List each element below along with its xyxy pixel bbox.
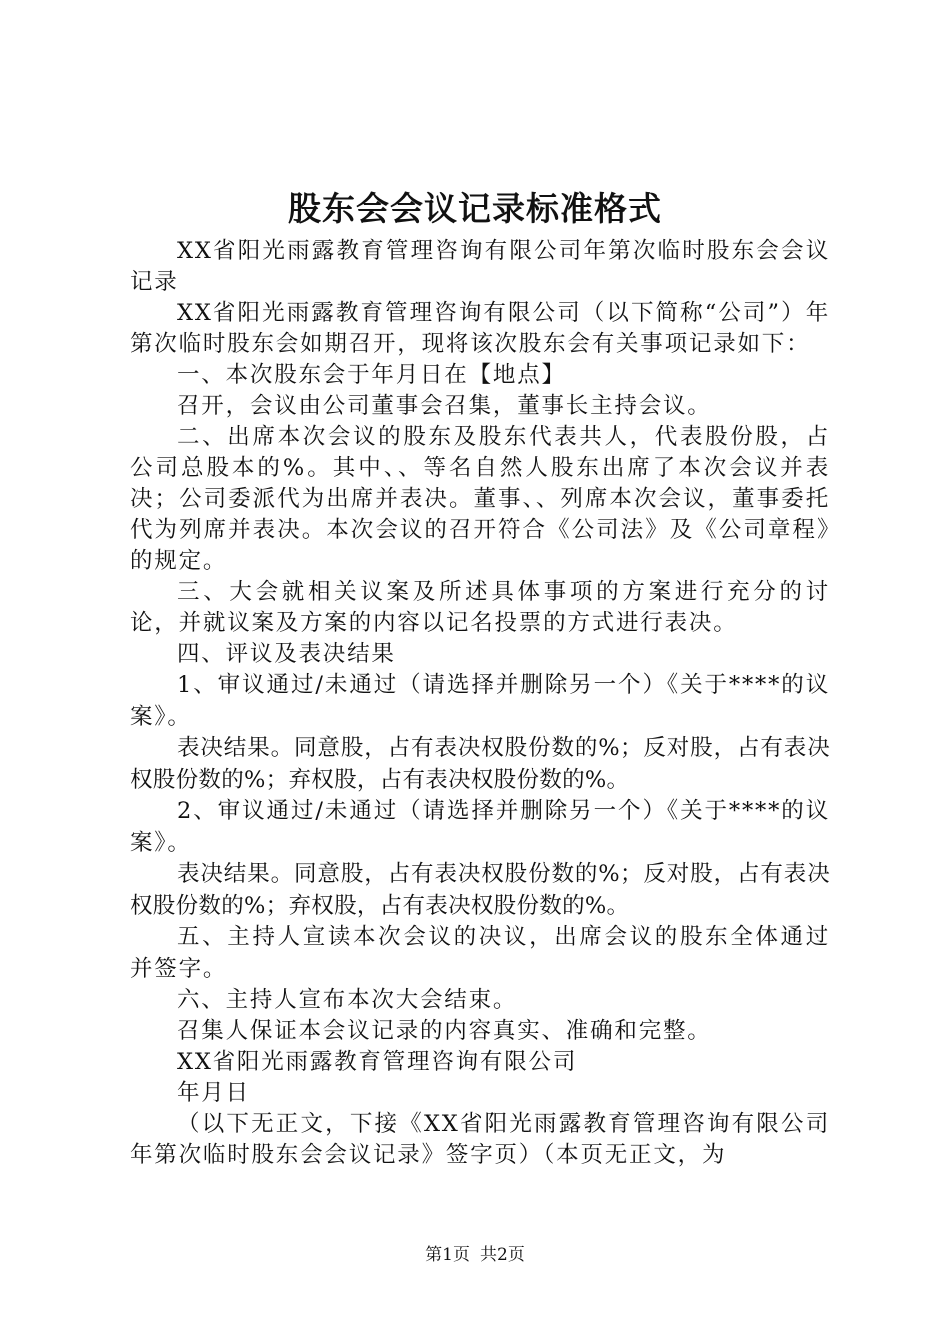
document-title: 股东会会议记录标准格式 xyxy=(288,189,662,228)
page-total: 共2页 xyxy=(480,1245,525,1265)
paragraph-motion-1: 1、审议通过/未通过（请选择并删除另一个）《关于****的议案》。 xyxy=(130,672,830,730)
paragraph-vote-result-1: 表决结果。同意股，占有表决权股份数的%；反对股，占有表决权股份数的%；弃权股，占有表决权股份数的%。 xyxy=(130,735,830,793)
paragraph-date: 年月日 xyxy=(177,1080,250,1106)
paragraph-item-1-cont: 召开，会议由公司董事会召集，董事长主持会议。 xyxy=(177,393,712,419)
paragraph-item-5: 五、主持人宣读本次会议的决议，出席会议的股东全体通过并签字。 xyxy=(130,924,830,982)
page-footer xyxy=(0,1244,950,1266)
page-number: 第1页 xyxy=(425,1245,470,1265)
paragraph-item-4: 四、评议及表决结果 xyxy=(177,641,396,667)
paragraph-signature-note: （以下无正文，下接《XX省阳光雨露教育管理咨询有限公司年第次临时股东会会议记录》签字页）（本页无正文，为 xyxy=(130,1111,830,1168)
paragraph-item-6: 六、主持人宣布本次大会结束。 xyxy=(177,987,518,1013)
paragraph-company-name: XX省阳光雨露教育管理咨询有限公司 xyxy=(177,1049,578,1075)
paragraph-guarantee: 召集人保证本会议记录的内容真实、准确和完整。 xyxy=(177,1018,712,1044)
paragraph-motion-2: 2、审议通过/未通过（请选择并删除另一个）《关于****的议案》。 xyxy=(130,798,830,856)
paragraph-vote-result-2: 表决结果。同意股，占有表决权股份数的%；反对股，占有表决权股份数的%；弃权股，占有表决权股份数的%。 xyxy=(130,861,830,919)
document-body xyxy=(130,236,830,1171)
paragraph-intro: XX省阳光雨露教育管理咨询有限公司（以下简称“公司”）年第次临时股东会如期召开，现将该次股东会有关事项记录如下： xyxy=(130,300,830,357)
paragraph-item-2: 二、出席本次会议的股东及股东代表共人，代表股份股，占公司总股本的%。其中、、等名自然人股东出席了本次会议并表决；公司委派代为出席并表决。董事、、列席本次会议，董事委托代为列席并表决。本次会议的召开符合《公司法》及《公司章程》的规定。 xyxy=(130,424,830,574)
paragraph-record-heading: XX省阳光雨露教育管理咨询有限公司年第次临时股东会会议记录 xyxy=(130,238,830,295)
paragraph-item-1: 一、本次股东会于年月日在【地点】 xyxy=(177,362,566,388)
paragraph-item-3: 三、大会就相关议案及所述具体事项的方案进行充分的讨论，并就议案及方案的内容以记名投票的方式进行表决。 xyxy=(130,579,830,636)
